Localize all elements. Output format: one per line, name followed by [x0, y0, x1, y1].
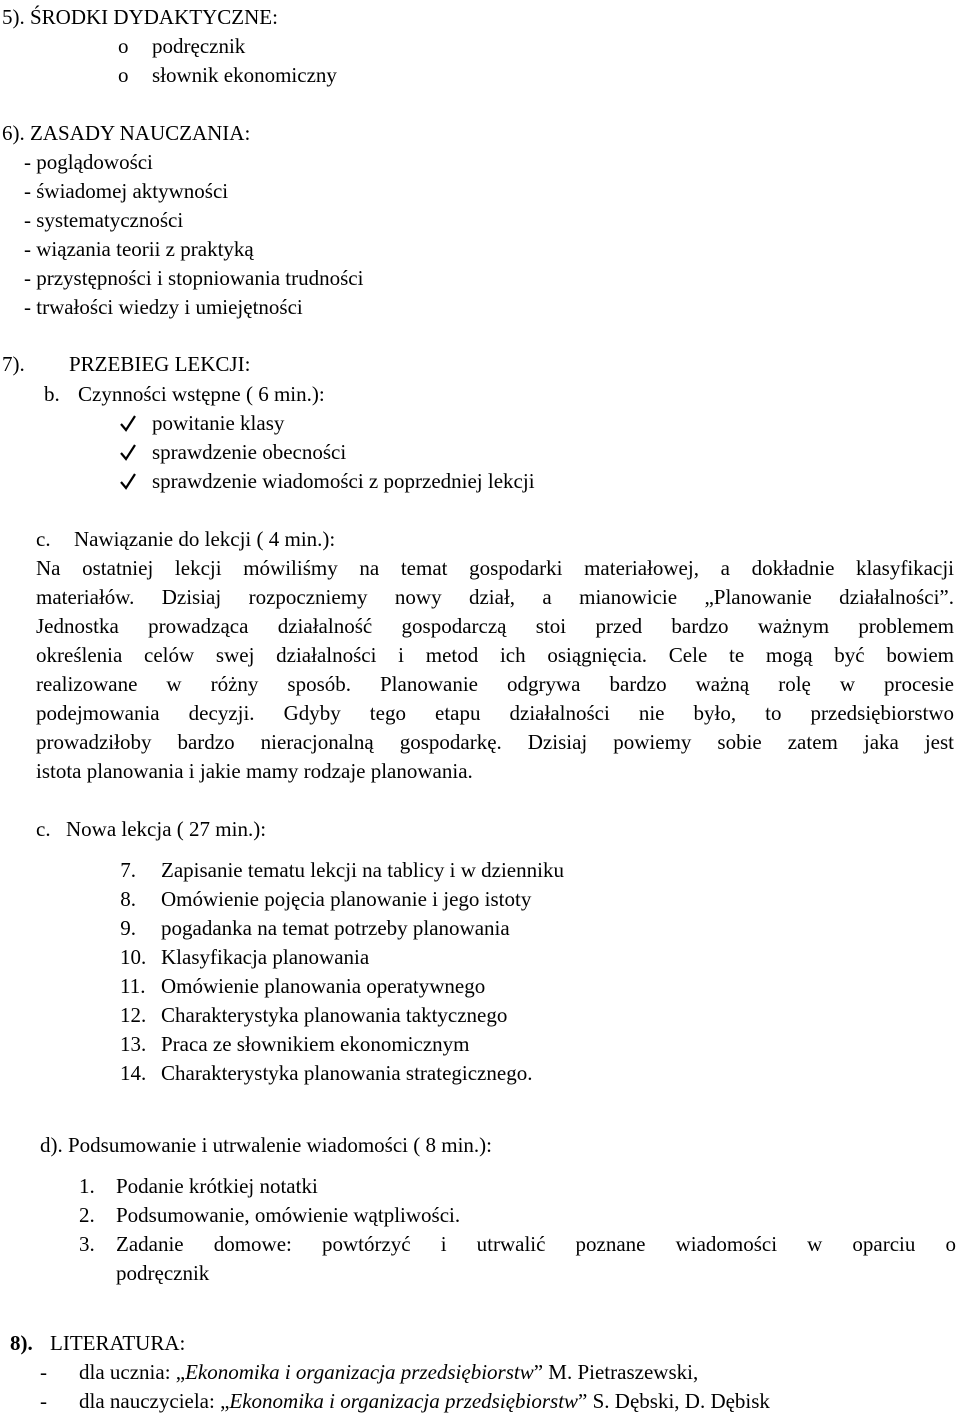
lesson-item-num: 11.: [120, 974, 146, 998]
check-item-3: sprawdzenie wiadomości z poprzedniej lekcji: [152, 469, 535, 493]
literature-item-1: [79, 1360, 698, 1384]
lesson-item-text: Omówienie planowania operatywnego: [161, 974, 486, 998]
part-b-title: Czynności wstępne ( 6 min.):: [78, 382, 325, 406]
part-c2-title: Nowa lekcja ( 27 min.):: [66, 817, 267, 841]
check-item-1: powitanie klasy: [152, 411, 285, 435]
paragraph-line-1: Na ostatniej lekcji mówiliśmy na temat gospodarki materiałowej, a dokładnie klasyfikacji: [36, 556, 954, 580]
literature-title: Ekonomika i organizacja przedsiębiorstw: [229, 1389, 579, 1413]
summary-item-text: Zadanie domowe: powtórzyć i utrwalić poznane wiadomości w oparciu o: [116, 1232, 956, 1256]
literature-item-2: [79, 1389, 770, 1413]
section6-item-1: - poglądowości: [24, 150, 153, 174]
summary-item-text: Podsumowanie, omówienie wątpliwości.: [116, 1203, 461, 1227]
section5-bullet-2: o: [118, 63, 129, 87]
paragraph-line-5: realizowane w różny sposób. Planowanie odgrywa bardzo ważną rolę w procesie: [36, 672, 954, 696]
part-b-label: b.: [44, 382, 60, 406]
summary-item-text: Podanie krótkiej notatki: [116, 1174, 318, 1198]
literature-suffix: ” S. Dębski, D. Dębisk: [578, 1389, 770, 1413]
literature-prefix: dla nauczyciela: „: [79, 1389, 230, 1413]
section5-heading: 5). ŚRODKI DYDAKTYCZNE:: [2, 5, 278, 29]
lesson-item-num: 10.: [120, 945, 147, 969]
paragraph-line-3: Jednostka prowadząca działalność gospodarczą stoi przed bardzo ważnym problemem: [36, 614, 954, 638]
check-item-2: sprawdzenie obecności: [152, 440, 347, 464]
paragraph-line-8: istota planowania i jakie mamy rodzaje planowania.: [36, 759, 473, 783]
lesson-item-num: 7.: [120, 858, 136, 882]
lesson-item-text: Zapisanie tematu lekcji na tablicy i w dzienniku: [161, 858, 564, 882]
paragraph-line-4: określenia celów swej działalności i metod ich osiągnięcia. Cele te mogą być bowiem: [36, 643, 954, 667]
section6-item-4: - wiązania teorii z praktyką: [24, 237, 254, 261]
section5-bullet-1: o: [118, 34, 129, 58]
paragraph-line-2: materiałów. Dzisiaj rozpoczniemy nowy dział, a mianowicie „Planowanie działalności”.: [36, 585, 954, 609]
part-c1-label: c.: [36, 527, 51, 551]
checkmark-icon: [120, 414, 136, 432]
checkmark-icon: [120, 443, 136, 461]
literature-title: Ekonomika i organizacja przedsiębiorstw: [185, 1360, 534, 1384]
literature-dash: -: [40, 1389, 47, 1413]
lesson-item-text: Praca ze słownikiem ekonomicznym: [161, 1032, 470, 1056]
literature-suffix: ” M. Pietraszewski,: [533, 1360, 699, 1384]
section6-item-6: - trwałości wiedzy i umiejętności: [24, 295, 303, 319]
part-c1-title: Nawiązanie do lekcji ( 4 min.):: [74, 527, 336, 551]
section6-item-3: - systematyczności: [24, 208, 184, 232]
lesson-item-num: 12.: [120, 1003, 147, 1027]
part-c2-label: c.: [36, 817, 51, 841]
section6-item-2: - świadomej aktywności: [24, 179, 229, 203]
lesson-item-text: Omówienie pojęcia planowanie i jego istoty: [161, 887, 532, 911]
section6-heading: 6). ZASADY NAUCZANIA:: [2, 121, 251, 145]
section6-item-5: - przystępności i stopniowania trudności: [24, 266, 364, 290]
section7-heading: PRZEBIEG LEKCJI:: [69, 352, 251, 376]
section8-heading-num: 8).: [10, 1331, 33, 1355]
lesson-item-num: 8.: [120, 887, 136, 911]
summary-item-num: 2.: [79, 1203, 95, 1227]
paragraph-line-6: podejmowania decyzji. Gdyby tego etapu działalności nie było, to przedsiębiorstwo: [36, 701, 954, 725]
summary-item-text-cont: podręcznik: [116, 1261, 210, 1285]
lesson-item-text: pogadanka na temat potrzeby planowania: [161, 916, 510, 940]
section8-heading: LITERATURA:: [50, 1331, 186, 1355]
summary-item-num: 1.: [79, 1174, 95, 1198]
literature-dash: -: [40, 1360, 47, 1384]
section5-item-2: słownik ekonomiczny: [152, 63, 337, 87]
lesson-item-num: 13.: [120, 1032, 147, 1056]
paragraph-line-7: prowadziłoby bardzo nieracjonalną gospodarkę. Dzisiaj powiemy sobie zatem jaka jest: [36, 730, 954, 754]
summary-item-num: 3.: [79, 1232, 95, 1256]
checkmark-icon: [120, 472, 136, 490]
lesson-item-num: 9.: [120, 916, 136, 940]
part-d-title: d). Podsumowanie i utrwalenie wiadomości ( 8 min.):: [40, 1133, 493, 1157]
lesson-item-text: Charakterystyka planowania strategicznego.: [161, 1061, 533, 1085]
section5-item-1: podręcznik: [152, 34, 246, 58]
lesson-item-text: Charakterystyka planowania taktycznego: [161, 1003, 508, 1027]
literature-prefix: dla ucznia: „: [79, 1360, 186, 1384]
section7-heading-num: 7).: [2, 352, 25, 376]
lesson-item-num: 14.: [120, 1061, 147, 1085]
lesson-item-text: Klasyfikacja planowania: [161, 945, 370, 969]
